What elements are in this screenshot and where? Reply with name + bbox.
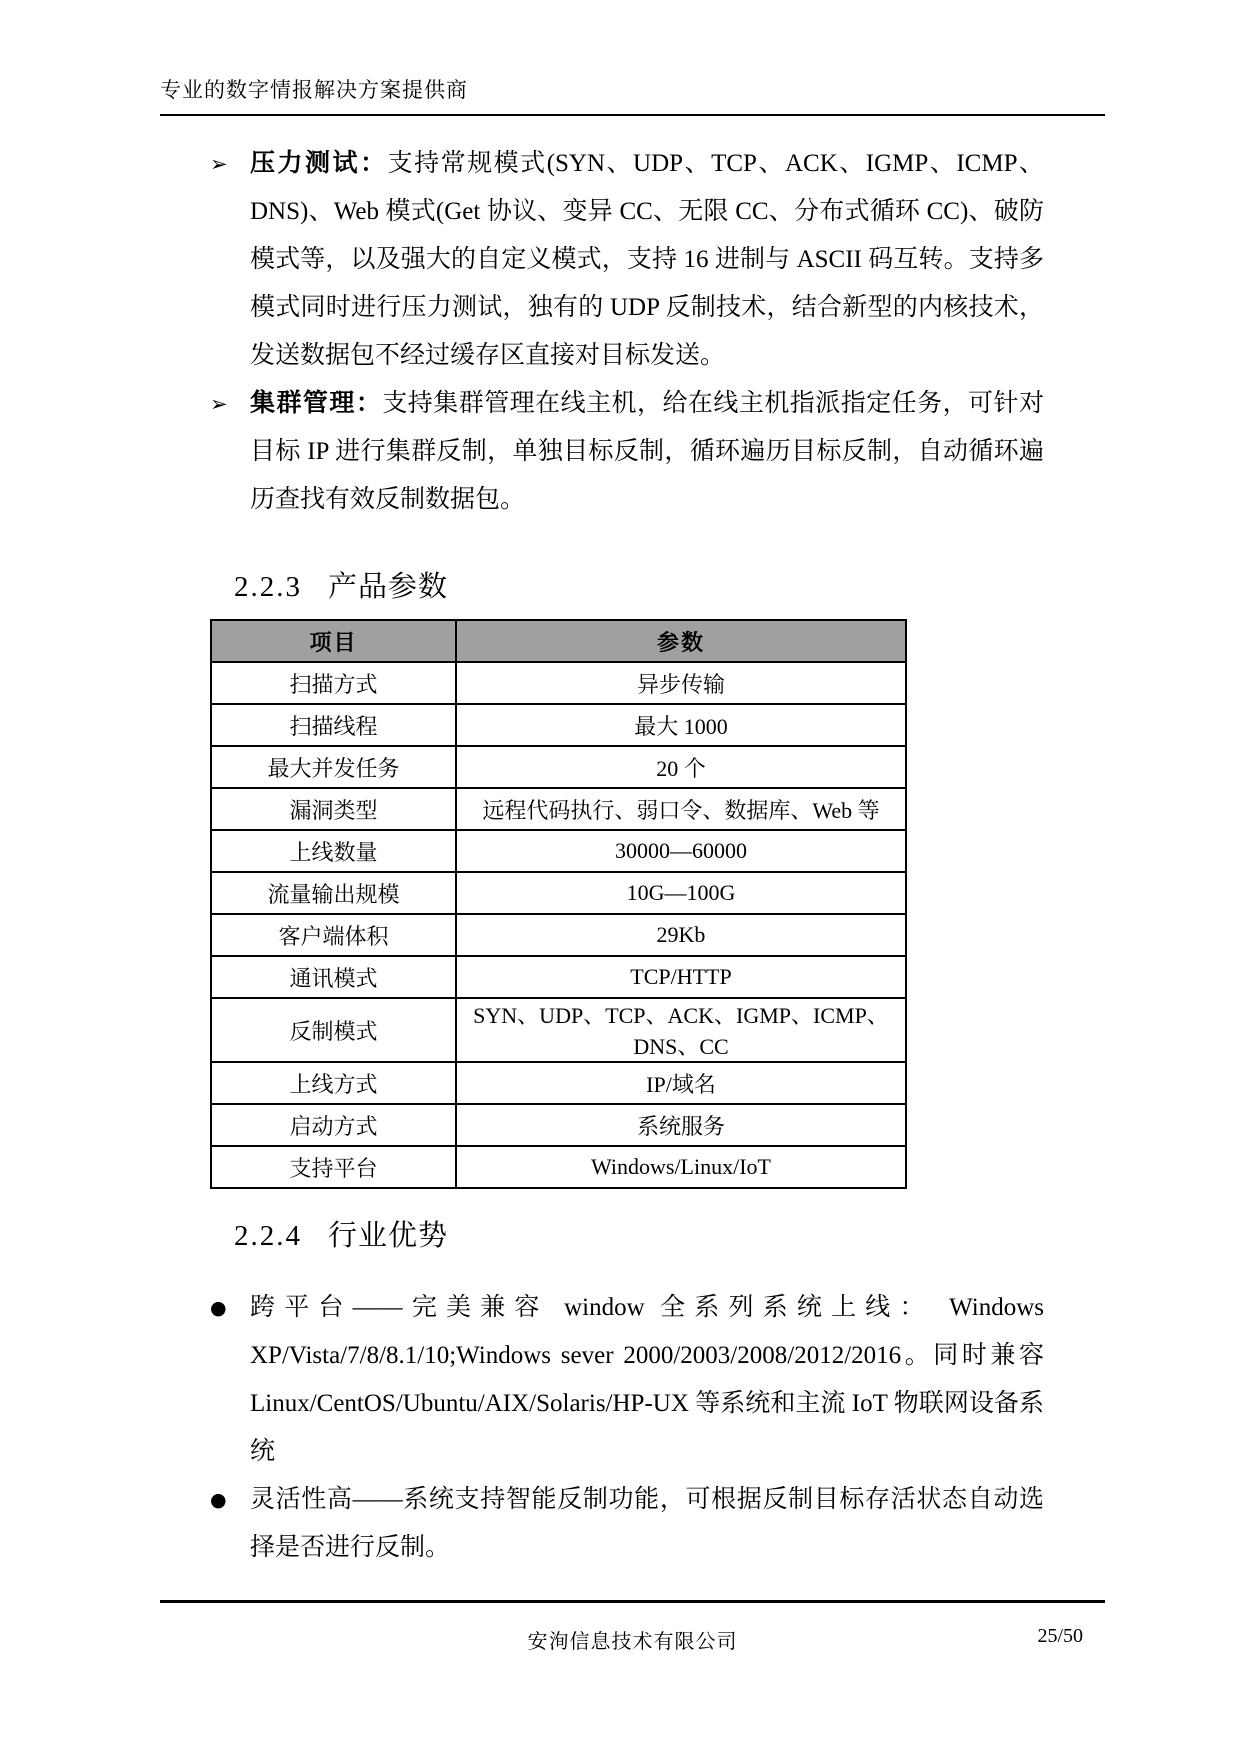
list-item bbox=[160, 140, 1044, 380]
table-cell-value: IP/域名 bbox=[456, 1062, 906, 1104]
table-row bbox=[211, 662, 906, 704]
bullet-text: 灵活性高——系统支持智能反制功能，可根据反制目标存活状态自动选择是否进行反制。 bbox=[250, 1486, 1044, 1561]
table-cell-item: 支持平台 bbox=[211, 1146, 456, 1188]
table-cell-item: 扫描线程 bbox=[211, 704, 456, 746]
section-number: 2.2.4 bbox=[234, 1220, 302, 1252]
table-cell-item: 最大并发任务 bbox=[211, 746, 456, 788]
arrow-bullet-icon: ➢ bbox=[210, 152, 228, 176]
table-row bbox=[211, 998, 906, 1062]
list-item bbox=[160, 1284, 1044, 1476]
section-heading-223 bbox=[234, 564, 1044, 605]
bullet-text: 支持集群管理在线主机，给在线主机指派指定任务，可针对目标 IP 进行集群反制，单独目标反制，循环遍历目标反制，自动循环遍历查找有效反制数据包。 bbox=[250, 390, 1044, 513]
table-cell-item: 漏洞类型 bbox=[211, 788, 456, 830]
arrow-bullet-icon: ➢ bbox=[210, 392, 228, 416]
section-heading-224 bbox=[234, 1213, 1044, 1254]
table-header-value: 参数 bbox=[456, 620, 906, 662]
bullet-label: 压力测试： bbox=[250, 150, 388, 177]
product-params-table bbox=[210, 619, 907, 1189]
table-cell-value: SYN、UDP、TCP、ACK、IGMP、ICMP、DNS、CC bbox=[456, 998, 906, 1062]
company-name: 安洵信息技术有限公司 bbox=[527, 1631, 738, 1653]
page-number: 25/50 bbox=[1037, 1625, 1083, 1647]
table-cell-value: TCP/HTTP bbox=[456, 956, 906, 998]
dot-bullet-icon: ● bbox=[210, 1489, 227, 1511]
table-cell-item: 上线方式 bbox=[211, 1062, 456, 1104]
footer-rule bbox=[160, 1600, 1105, 1603]
table-row bbox=[211, 1062, 906, 1104]
table-header-item: 项目 bbox=[211, 620, 456, 662]
table-cell-value: 最大 1000 bbox=[456, 704, 906, 746]
dot-bullet-list bbox=[160, 1284, 1044, 1572]
table-cell-value: 异步传输 bbox=[456, 662, 906, 704]
table-cell-value: 29Kb bbox=[456, 914, 906, 956]
table-cell-item: 上线数量 bbox=[211, 830, 456, 872]
bullet-text: 跨平台——完美兼容 window 全系列系统上线： Windows XP/Vista/7/8/8.1/10;Windows sever 2000/2003/2008/2012/2016。同时兼容 Linux/CentOS/Ubuntu/AIX/Solaris/HP-UX 等系统和主流 IoT 物联网设备系统 bbox=[250, 1294, 1044, 1465]
section-number: 2.2.3 bbox=[234, 571, 302, 603]
table-cell-item: 反制模式 bbox=[211, 998, 456, 1062]
page-content bbox=[160, 140, 1044, 1572]
table-row bbox=[211, 914, 906, 956]
page-footer bbox=[160, 1625, 1105, 1661]
table-row bbox=[211, 1146, 906, 1188]
table-cell-value: 远程代码执行、弱口令、数据库、Web 等 bbox=[456, 788, 906, 830]
bullet-label: 集群管理： bbox=[250, 390, 383, 417]
table-cell-value: 30000—60000 bbox=[456, 830, 906, 872]
section-title: 产品参数 bbox=[328, 571, 449, 603]
dot-bullet-icon: ● bbox=[210, 1297, 227, 1319]
table-cell-item: 扫描方式 bbox=[211, 662, 456, 704]
table-cell-value: 20 个 bbox=[456, 746, 906, 788]
table-cell-value: Windows/Linux/IoT bbox=[456, 1146, 906, 1188]
table-cell-item: 客户端体积 bbox=[211, 914, 456, 956]
table-row bbox=[211, 1104, 906, 1146]
list-item bbox=[160, 1476, 1044, 1572]
table-cell-value: 系统服务 bbox=[456, 1104, 906, 1146]
table-header-row bbox=[211, 620, 906, 662]
table-row bbox=[211, 704, 906, 746]
table-row bbox=[211, 956, 906, 998]
table-cell-item: 启动方式 bbox=[211, 1104, 456, 1146]
table-row bbox=[211, 746, 906, 788]
table-cell-value: 10G—100G bbox=[456, 872, 906, 914]
table-cell-item: 流量输出规模 bbox=[211, 872, 456, 914]
table-row bbox=[211, 788, 906, 830]
section-title: 行业优势 bbox=[328, 1220, 449, 1252]
list-item bbox=[160, 380, 1044, 524]
header-title: 专业的数字情报解决方案提供商 bbox=[160, 78, 468, 102]
table-row bbox=[211, 830, 906, 872]
table-cell-item: 通讯模式 bbox=[211, 956, 456, 998]
arrow-bullet-list bbox=[160, 140, 1044, 524]
page-header bbox=[160, 74, 1105, 116]
table-row bbox=[211, 872, 906, 914]
bullet-text: 支持常规模式(SYN、UDP、TCP、ACK、IGMP、ICMP、DNS)、Web 模式(Get 协议、变异 CC、无限 CC、分布式循环 CC)、破防模式等，以及强大的自定义模式，支持 16 进制与 ASCII 码互转。支持多模式同时进行压力测试，独有的 UDP 反制技术，结合新型的内核技术，发送数据包不经过缓存区直接对目标发送。 bbox=[250, 150, 1044, 369]
